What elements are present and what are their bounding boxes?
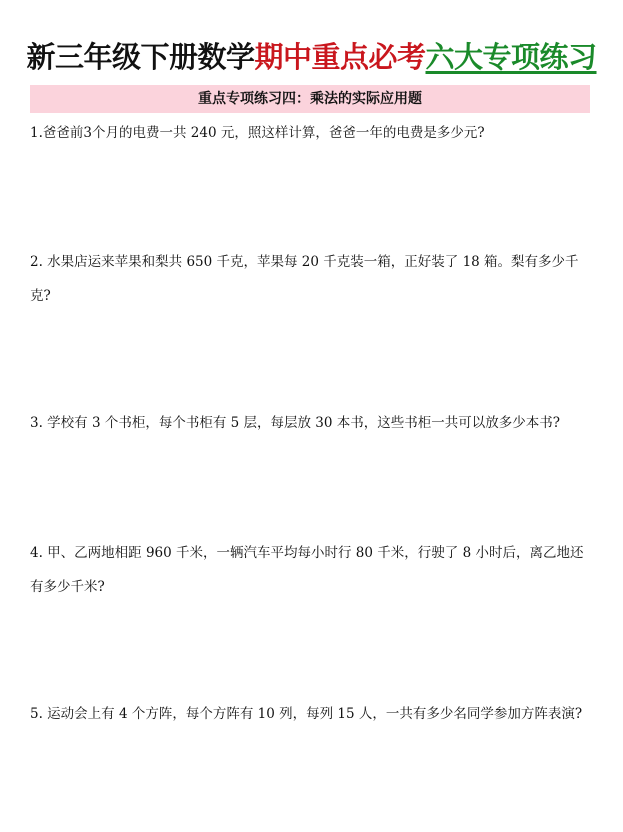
question-1: 1.爸爸前3个月的电费一共 240 元，照这样计算，爸爸一年的电费是多少元? xyxy=(30,125,485,141)
worksheet-title xyxy=(0,38,623,76)
title-grade-subject: 新三年级下册数学 xyxy=(26,40,255,74)
question-2: 2. 水果店运来苹果和梨共 650 千克，苹果每 20 千克装一箱，正好装了 18 箱。梨有多少千克? xyxy=(30,254,579,304)
question-5: 5. 运动会上有 4 个方阵，每个方阵有 10 列，每列 15 人，一共有多少名同学参加方阵表演? xyxy=(30,706,583,722)
question-4: 4. 甲、乙两地相距 960 千米，一辆汽车平均每小时行 80 千米，行驶了 8 小时后，离乙地还有多少千米? xyxy=(30,545,584,595)
title-exam-focus: 期中重点必考 xyxy=(254,40,426,74)
title-practice-set: 六大专项练习 xyxy=(425,40,597,74)
section-banner: 重点专项练习四：乘法的实际应用题 xyxy=(30,85,590,113)
question-3: 3. 学校有 3 个书柜，每个书柜有 5 层，每层放 30 本书，这些书柜一共可以放多少本书? xyxy=(30,415,561,431)
